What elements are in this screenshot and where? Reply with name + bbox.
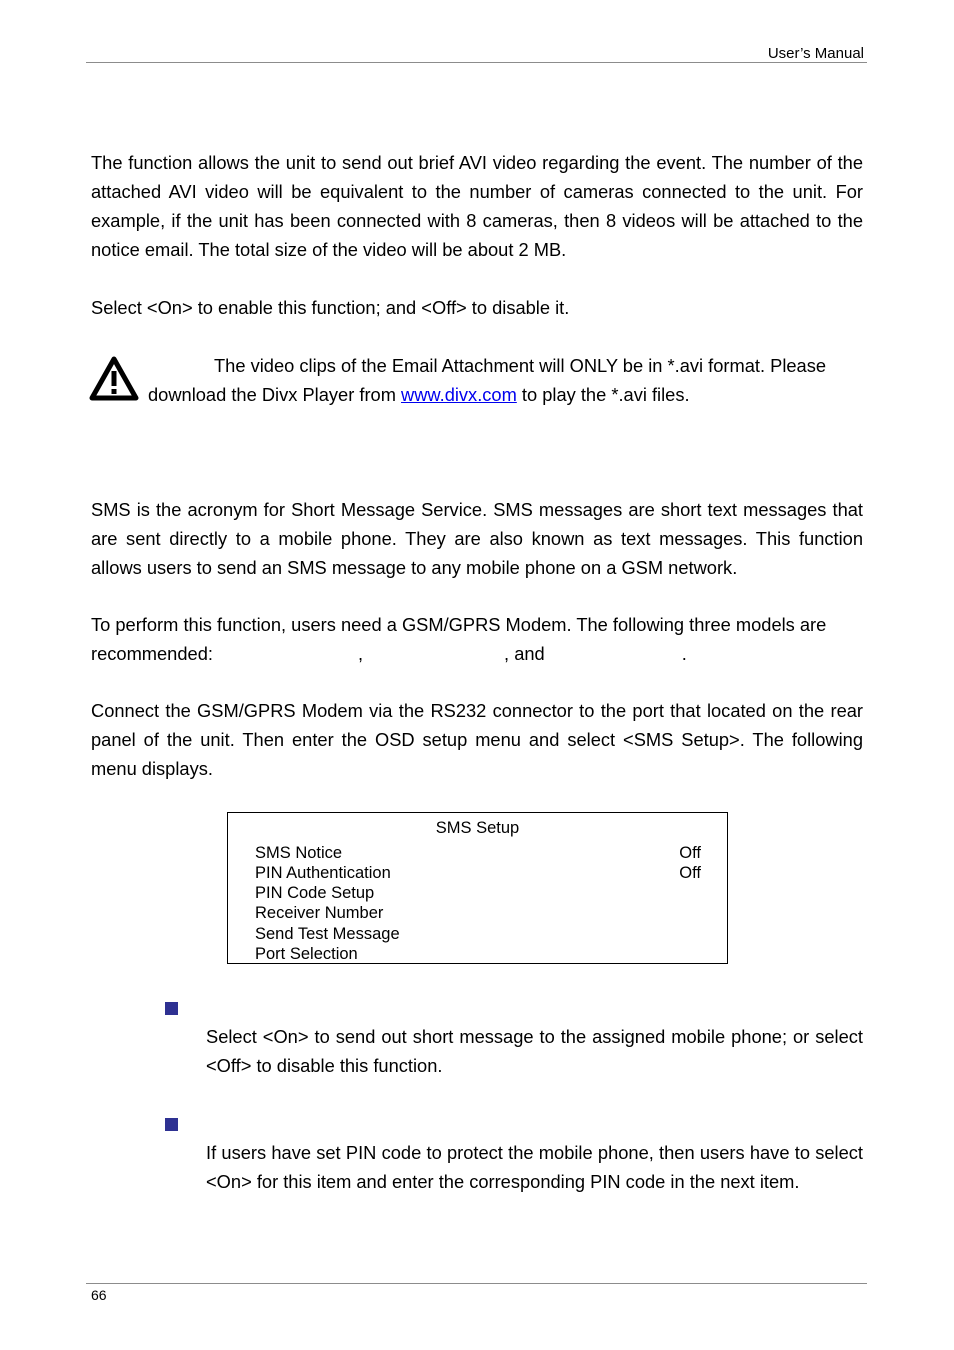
sms-paragraph-1: SMS is the acronym for Short Message Service. SMS messages are short text messages that are sent directly to a mobile phone. They are also known as text messages. This function allows users to send an SMS message to any mobile phone on a GSM network. [91, 499, 863, 578]
pin-authentication-description: If users have set PIN code to protect the mobile phone, then users have to select <On> for this item and enter the corresponding PIN code in the next item. [206, 1142, 863, 1192]
header-rule [86, 62, 867, 63]
menu-item-sms-notice [255, 843, 701, 863]
menu-item-label: PIN Authentication [255, 864, 391, 882]
menu-item-label: PIN Code Setup [255, 884, 375, 902]
page-number: 66 [91, 1287, 107, 1303]
menu-item-send-test-message [255, 924, 701, 944]
menu-item-label: Send Test Message [255, 925, 400, 943]
menu-item-label: SMS Notice [255, 844, 343, 862]
email-attachment-paragraph-1: The function allows the unit to send out brief AVI video regarding the event. The number of the attached AVI video will be equivalent to the number of cameras connected to the unit. For example, if the unit has been connected with 8 cameras, then 8 videos will be attached to the notice email. The total size of the video will be about 2 MB. [91, 152, 863, 260]
header-title: User’s Manual [767, 45, 864, 62]
section-bullet-icon [165, 1118, 178, 1131]
menu-item-receiver-number [255, 903, 701, 923]
divx-link[interactable]: www.divx.com [401, 384, 517, 405]
menu-item-value: Off [679, 844, 701, 862]
menu-item-label: Receiver Number [255, 904, 384, 922]
note-text [148, 351, 863, 409]
menu-item-pin-authentication [255, 863, 701, 883]
sms-setup-menu [227, 812, 728, 964]
sms-paragraph-2-line-1: To perform this function, users need a GSM/GPRS Modem. The following three models are [91, 614, 827, 635]
sms-paragraph-2-recommended: recommended: [91, 643, 213, 664]
note-line-2-start: download the Divx Player from [148, 384, 402, 405]
footer-rule [86, 1283, 867, 1284]
note-line-1: The video clips of the Email Attachment will ONLY be in *.avi format. Please [214, 355, 827, 376]
sms-paragraph-2-sep-2: , and [504, 643, 545, 664]
sms-paragraph-3: Connect the GSM/GPRS Modem via the RS232 connector to the port that located on the rear panel of the unit. Then enter the OSD setup menu and select <SMS Setup>. The following menu displays. [91, 700, 863, 779]
sms-menu-title: SMS Setup [435, 819, 520, 837]
sms-notice-description: Select <On> to send out short message to the assigned mobile phone; or select <Off> to disable this function. [206, 1026, 863, 1076]
sms-paragraph-2-sep-1: , [357, 643, 364, 664]
menu-item-label: Port Selection [255, 945, 358, 963]
menu-item-port-selection [255, 944, 701, 964]
menu-item-pin-code-setup [255, 883, 701, 903]
menu-item-value: Off [679, 864, 701, 882]
section-bullet-icon [165, 1002, 178, 1015]
warning-triangle-icon [89, 355, 139, 403]
email-attachment-paragraph-2: Select <On> to enable this function; and <Off> to disable it. [91, 297, 570, 318]
sms-paragraph-2-end: . [681, 643, 687, 664]
sms-paragraph-2 [91, 610, 863, 668]
note-line-2-end: to play the *.avi files. [516, 384, 690, 405]
